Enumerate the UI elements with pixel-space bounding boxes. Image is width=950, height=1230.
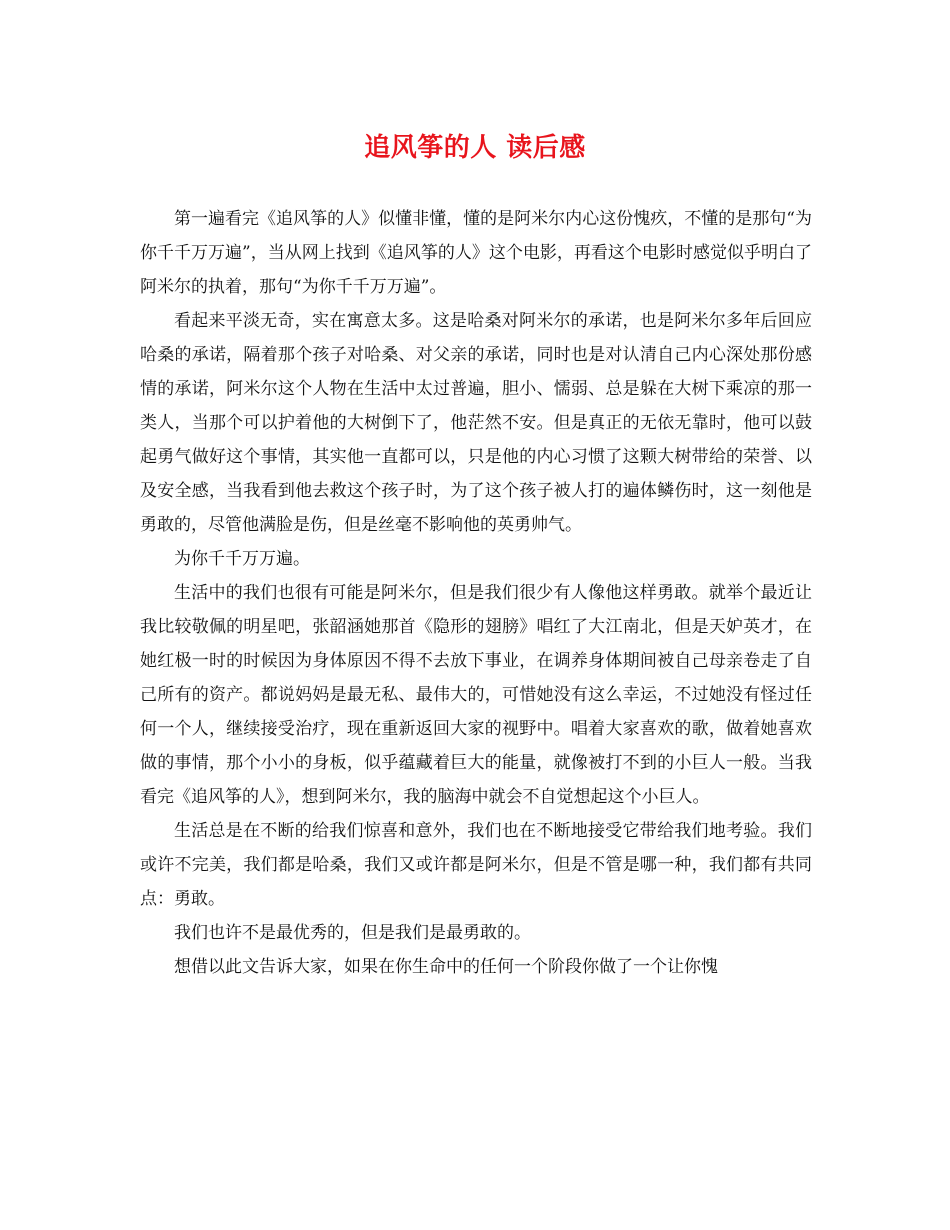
paragraph-6: 我们也许不是最优秀的，但是我们是最勇敢的。 [174,923,531,943]
paragraph-5: 生活总是在不断的给我们惊喜和意外，我们也在不断地接受它带给我们地考验。我们或许不完美，我们都是哈桑，我们又或许都是阿米尔，但是不管是哪一种，我们都有共同点：勇敢。 [140,821,812,909]
paragraph-2: 看起来平淡无奇，实在寓意太多。这是哈桑对阿米尔的承诺，也是阿米尔多年后回应哈桑的承诺，隔着那个孩子对哈桑、对父亲的承诺，同时也是对认清自己内心深处那份感情的承诺，阿米尔这个人物在生活中太过普遍，胆小、懦弱、总是躲在大树下乘凉的那一类人，当那个可以护着他的大树倒下了，他茫然不安。但是真正的无依无靠时，他可以鼓起勇气做好这个事情，其实他一直都可以，只是他的内心习惯了这颗大树带给的荣誉、以及安全感，当我看到他去救这个孩子时，为了这个孩子被人打的遍体鳞伤时，这一刻他是勇敢的，尽管他满脸是伤，但是丝毫不影响他的英勇帅气。 [140,311,812,535]
paragraph-3: 为你千千万万遍。 [174,549,310,569]
paragraph-4: 生活中的我们也很有可能是阿米尔，但是我们很少有人像他这样勇敢。就举个最近让我比较敬佩的明星吧，张韶涵她那首《隐形的翅膀》唱红了大江南北，但是天妒英才，在她红极一时的时候因为身体原因不得不去放下事业，在调养身体期间被自己母亲卷走了自己所有的资产。都说妈妈是最无私、最伟大的，可惜她没有这么幸运，不过她没有怪过任何一个人，继续接受治疗，现在重新返回大家的视野中。唱着大家喜欢的歌，做着她喜欢做的事情，那个小小的身板，似乎蕴藏着巨大的能量，就像被打不到的小巨人一般。当我看完《追风筝的人》，想到阿米尔，我的脑海中就会不自觉想起这个小巨人。 [140,583,812,807]
paragraph-7: 想借以此文告诉大家，如果在你生命中的任何一个阶段你做了一个让你愧 [174,957,718,977]
document-title: 追风筝的人 读后感 [364,133,586,163]
document-body [140,202,812,984]
paragraph-1: 第一遍看完《追风筝的人》似懂非懂，懂的是阿米尔内心这份愧疚，不懂的是那句“为你千千万万遍”，当从网上找到《追风筝的人》这个电影，再看这个电影时感觉似乎明白了阿米尔的执着，那句“为你千千万万遍”。 [140,209,812,297]
